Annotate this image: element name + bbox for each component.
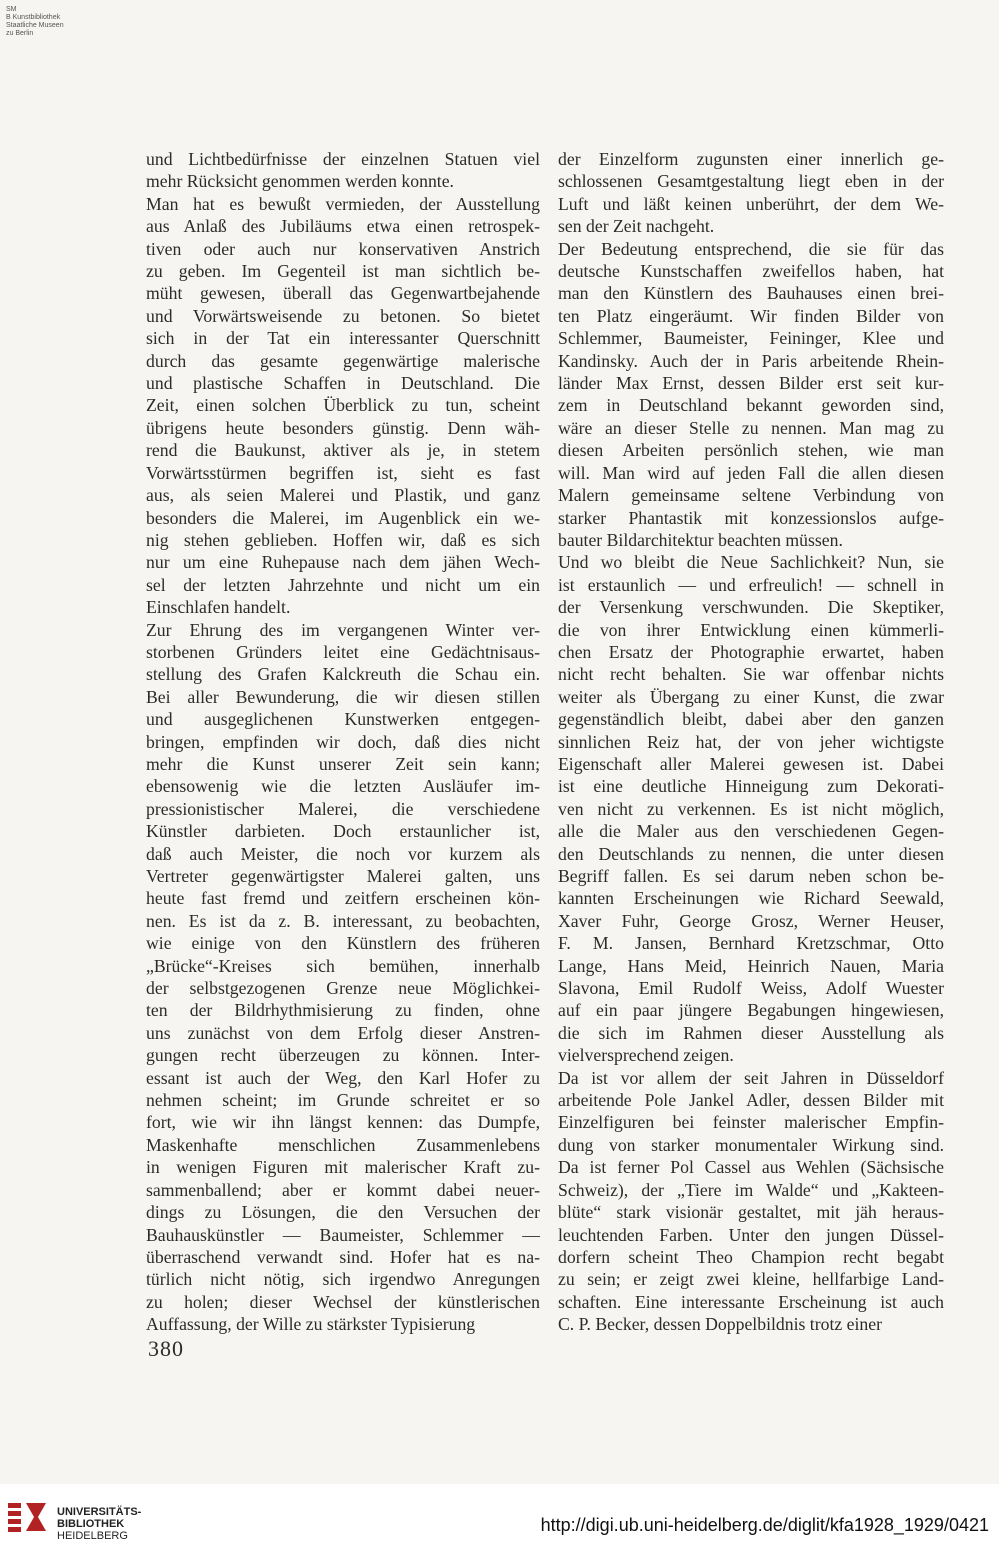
text-line: ven nicht zu verkennen. Es ist nicht möglich, — [558, 798, 944, 819]
text-line: und plastische Schaffen in Deutschland. Die — [146, 373, 540, 394]
text-line: Da ist vor allem der seit Jahren in Düsseldorf — [558, 1067, 944, 1088]
text-line: storbenen Gründers leitet eine Gedächtnisaus- — [146, 641, 540, 662]
text-line: besonders die Malerei, im Augenblick ein we- — [146, 507, 540, 528]
text-line: ten der Bildrhythmisierung zu finden, ohne — [146, 1000, 540, 1021]
text-line: und Vorwärtsweisende zu betonen. So bietet — [146, 305, 540, 326]
text-line: durch das gesamte gegenwärtige malerische — [146, 350, 540, 371]
text-line: Xaver Fuhr, George Grosz, Werner Heuser, — [558, 910, 944, 931]
text-line: arbeitende Pole Jankel Adler, dessen Bilder mit — [558, 1090, 944, 1111]
text-line: Bauhauskünstler — Baumeister, Schlemmer — — [146, 1224, 540, 1245]
text-line: sinnlichen Reiz hat, der von jeher wichtigste — [558, 731, 944, 752]
text-line: nur um eine Ruhepause nach dem jähen Wech- — [146, 552, 540, 573]
text-line: mehr die Kunst unserer Zeit sein kann; — [146, 753, 540, 774]
text-line: „Brücke“-Kreises sich bemühen, innerhalb — [146, 955, 540, 976]
text-line: zu geben. Im Gegenteil ist man sichtlich be- — [146, 261, 540, 282]
text-line: tiven oder auch nur konservativen Anstrich — [146, 238, 540, 259]
library-name-line: BIBLIOTHEK — [57, 1518, 125, 1530]
text-line: Auffassung, der Wille zu stärkster Typisierung — [146, 1314, 476, 1335]
text-line: heute fast fremd und zeitfern erscheinen kön- — [146, 888, 540, 909]
text-line: und ausgeglichenen Kunstwerken entgegen- — [146, 709, 540, 730]
text-line: mehr Rücksicht genommen werden konnte. — [146, 171, 454, 192]
text-line: Schweiz), der „Tiere im Walde“ und „Kakteen- — [558, 1179, 944, 1200]
text-line: stellung des Grafen Kalckreuth die Schau ein. — [146, 664, 540, 685]
text-line: C. P. Becker, dessen Doppelbildnis trotz einer — [558, 1314, 882, 1335]
text-line: Vorwärtsstürmen begriffen ist, sieht es fast — [146, 462, 540, 483]
text-line: nicht recht behalten. Sie war offenbar nichts — [558, 664, 944, 685]
text-line: in wenigen Figuren mit malerischer Kraft zu- — [146, 1157, 540, 1178]
stamp-line: Staatliche Museen — [6, 22, 64, 29]
library-name — [57, 1506, 141, 1542]
text-line: will. Man wird auf jeden Fall die allen diesen — [558, 462, 944, 483]
university-library-logo-icon — [6, 1497, 52, 1543]
text-line: aus, als seien Malerei und Plastik, und ganz — [146, 485, 540, 506]
library-name-line: HEIDELBERG — [57, 1530, 128, 1542]
text-line: ten Platz eingeräumt. Wir finden Bilder von — [558, 305, 944, 326]
footer-bar — [0, 1484, 999, 1566]
text-line: chen Ersatz der Photographie erwartet, haben — [558, 641, 944, 662]
text-line: Künstler darbieten. Doch erstaunlicher ist, — [146, 821, 540, 842]
text-line: und Lichtbedürfnisse der einzelnen Statuen viel — [146, 149, 540, 169]
text-line: Kandinsky. Auch der in Paris arbeitende Rhein- — [558, 350, 944, 371]
text-line: diesen Arbeiten persönlich stehen, wie man — [558, 440, 944, 461]
text-line: Eigenschaft aller Malerei gewesen ist. Dabei — [558, 753, 944, 774]
text-line: länder Max Ernst, dessen Bilder erst seit kur- — [558, 373, 944, 394]
text-line: wie einige von den Künstlern des früheren — [146, 933, 540, 954]
text-line: leuchtenden Farben. Unter den jungen Düssel- — [558, 1224, 944, 1245]
text-line: Begriff fallen. Es sei darum neben schon be- — [558, 866, 944, 886]
text-line: zem in Deutschland bekannt geworden sind, — [558, 395, 944, 416]
text-line: müht gewesen, überall das Gegenwartbejahende — [146, 283, 540, 304]
text-line: Vertreter gegenwärtigster Malerei galten, uns — [146, 866, 540, 886]
text-line: starker Phantastik mit konzessionslos aufge- — [558, 507, 944, 528]
text-line: ebensowenig wie die letzten Ausläufer im- — [146, 776, 540, 797]
text-line: den Deutschlands zu nennen, die unter diesen — [558, 843, 944, 864]
text-line: aus Anlaß des Jubiläums etwa einen retrospek- — [146, 216, 540, 237]
text-line: gungen recht überzeugen zu können. Inter- — [146, 1045, 540, 1066]
text-line: der Versenkung verschwunden. Die Skeptiker, — [558, 597, 944, 618]
text-line: Maskenhafte menschlichen Zusammenlebens — [146, 1134, 540, 1155]
text-line: schlossenen Gesamtgestaltung liegt eben in der — [558, 171, 944, 192]
text-line: auf ein paar jüngere Begabungen hingewiesen, — [558, 1000, 944, 1021]
text-line: die sich im Rahmen dieser Ausstellung als — [558, 1022, 944, 1043]
text-line: nehmen scheint; im Grunde schreitet er so — [146, 1090, 540, 1111]
text-line: fort, wie wir ihn längst kennen: das Dumpfe, — [146, 1112, 540, 1133]
text-line: daß auch Meister, die noch vor kurzem als — [146, 843, 540, 864]
stamp-line: zu Berlin — [6, 30, 34, 37]
text-line: essant ist auch der Weg, den Karl Hofer zu — [146, 1067, 540, 1088]
stamp-line: SM — [6, 6, 17, 13]
text-line: sen der Zeit nachgeht. — [558, 216, 715, 237]
text-line: Bei aller Bewunderung, die wir diesen stillen — [146, 686, 540, 707]
text-line: Schlemmer, Baumeister, Feininger, Klee und — [558, 328, 944, 349]
text-line: dung von starker monumentaler Wirkung sind. — [558, 1134, 944, 1155]
text-line: bringen, empfinden wir doch, daß dies nicht — [146, 731, 540, 752]
text-line: nig stehen geblieben. Hoffen wir, daß es sich — [146, 529, 540, 550]
text-line: sich in der Tat ein interessanter Querschnitt — [146, 328, 540, 349]
text-line: Einschlafen handelt. — [146, 597, 291, 618]
text-line: Einzelfiguren bei feinster malerischer Empfin- — [558, 1112, 944, 1133]
text-column-left — [146, 148, 540, 1336]
text-line: Zur Ehrung des im vergangenen Winter ver- — [146, 619, 540, 640]
text-line: wäre an dieser Stelle zu nennen. Man mag zu — [558, 417, 944, 438]
text-line: alle die Maler aus den verschiedenen Gegen- — [558, 821, 944, 842]
text-line: zu sein; er zeigt zwei kleine, hellfarbige Land- — [558, 1269, 944, 1290]
text-line: Lange, Hans Meid, Heinrich Nauen, Maria — [558, 955, 944, 976]
text-line: der selbstgezogenen Grenze neue Möglichkei- — [146, 978, 540, 999]
text-line: sammenballend; aber er kommt dabei neuer- — [146, 1179, 540, 1200]
text-line: Da ist ferner Pol Cassel aus Wehlen (Sächsische — [558, 1157, 944, 1178]
library-stamp — [6, 6, 64, 38]
text-line: schaften. Eine interessante Erscheinung ist auch — [558, 1291, 944, 1312]
text-line: man den Künstlern des Bauhauses einen brei- — [558, 283, 944, 304]
text-line: bauter Bildarchitektur beachten müssen. — [558, 529, 843, 550]
text-line: ist eine deutliche Hinneigung zum Dekorati- — [558, 776, 944, 797]
text-line: überraschend verwandt sind. Hofer hat es na- — [146, 1246, 540, 1267]
text-line: blüte“ stark visionär gestaltet, mit jäh heraus- — [558, 1202, 944, 1223]
text-line: Zeit, einen solchen Überblick zu tun, scheint — [146, 395, 540, 416]
text-line: deutsche Kunstschaffen zweifellos haben, hat — [558, 261, 944, 282]
text-line: weiter als Übergang zu einer Kunst, die zwar — [558, 686, 944, 707]
text-line: pressionistischer Malerei, die verschiedene — [146, 798, 540, 819]
text-line: der Einzelform zugunsten einer innerlich ge- — [558, 149, 944, 169]
text-line: Und wo bleibt die Neue Sachlichkeit? Nun, sie — [558, 552, 944, 573]
text-line: Malern gemeinsame seltene Verbindung von — [558, 485, 944, 506]
text-line: dorfern scheint Theo Champion recht begabt — [558, 1246, 944, 1267]
permalink-url[interactable]: http://digi.ub.uni-heidelberg.de/diglit/kfa1928_1929/0421 — [540, 1515, 989, 1535]
text-line: Luft und läßt keinen unberührt, der dem We- — [558, 193, 944, 214]
text-line: zu holen; dieser Wechsel der künstlerischen — [146, 1291, 540, 1312]
text-line: rend die Baukunst, aktiver als je, in stetem — [146, 440, 540, 461]
text-line: uns zunächst von dem Erfolg dieser Anstren- — [146, 1022, 540, 1043]
text-line: vielversprechend zeigen. — [558, 1045, 734, 1066]
text-line: F. M. Jansen, Bernhard Kretzschmar, Otto — [558, 933, 944, 954]
text-line: nen. Es ist da z. B. interessant, zu beobachten, — [146, 910, 540, 931]
stamp-line: B Kunstbibliothek — [6, 14, 61, 21]
text-line: übrigens heute besonders günstig. Denn wäh- — [146, 417, 540, 438]
text-line: ist erstaunlich — und erfreulich! — schnell in — [558, 574, 944, 595]
text-column-right — [558, 148, 944, 1336]
text-line: Der Bedeutung entsprechend, die sie für das — [558, 238, 944, 259]
text-line: Slavona, Emil Rudolf Weiss, Adolf Wuester — [558, 978, 944, 999]
text-line: türlich nicht nötig, sich irgendwo Anregungen — [146, 1269, 540, 1290]
text-line: dings zu Lösungen, die den Versuchen der — [146, 1202, 540, 1223]
text-line: sel der letzten Jahrzehnte und nicht um ein — [146, 574, 540, 595]
text-line: die von ihrer Entwicklung einen kümmerli- — [558, 619, 944, 640]
library-name-line: UNIVERSITÄTS- — [57, 1506, 142, 1518]
text-line: gegenständlich bleibt, dabei aber den ganzen — [558, 709, 944, 730]
text-line: Man hat es bewußt vermieden, der Ausstellung — [146, 193, 540, 214]
page-number: 380 — [148, 1336, 184, 1361]
text-line: kannten Erscheinungen wie Richard Seewald, — [558, 888, 944, 909]
